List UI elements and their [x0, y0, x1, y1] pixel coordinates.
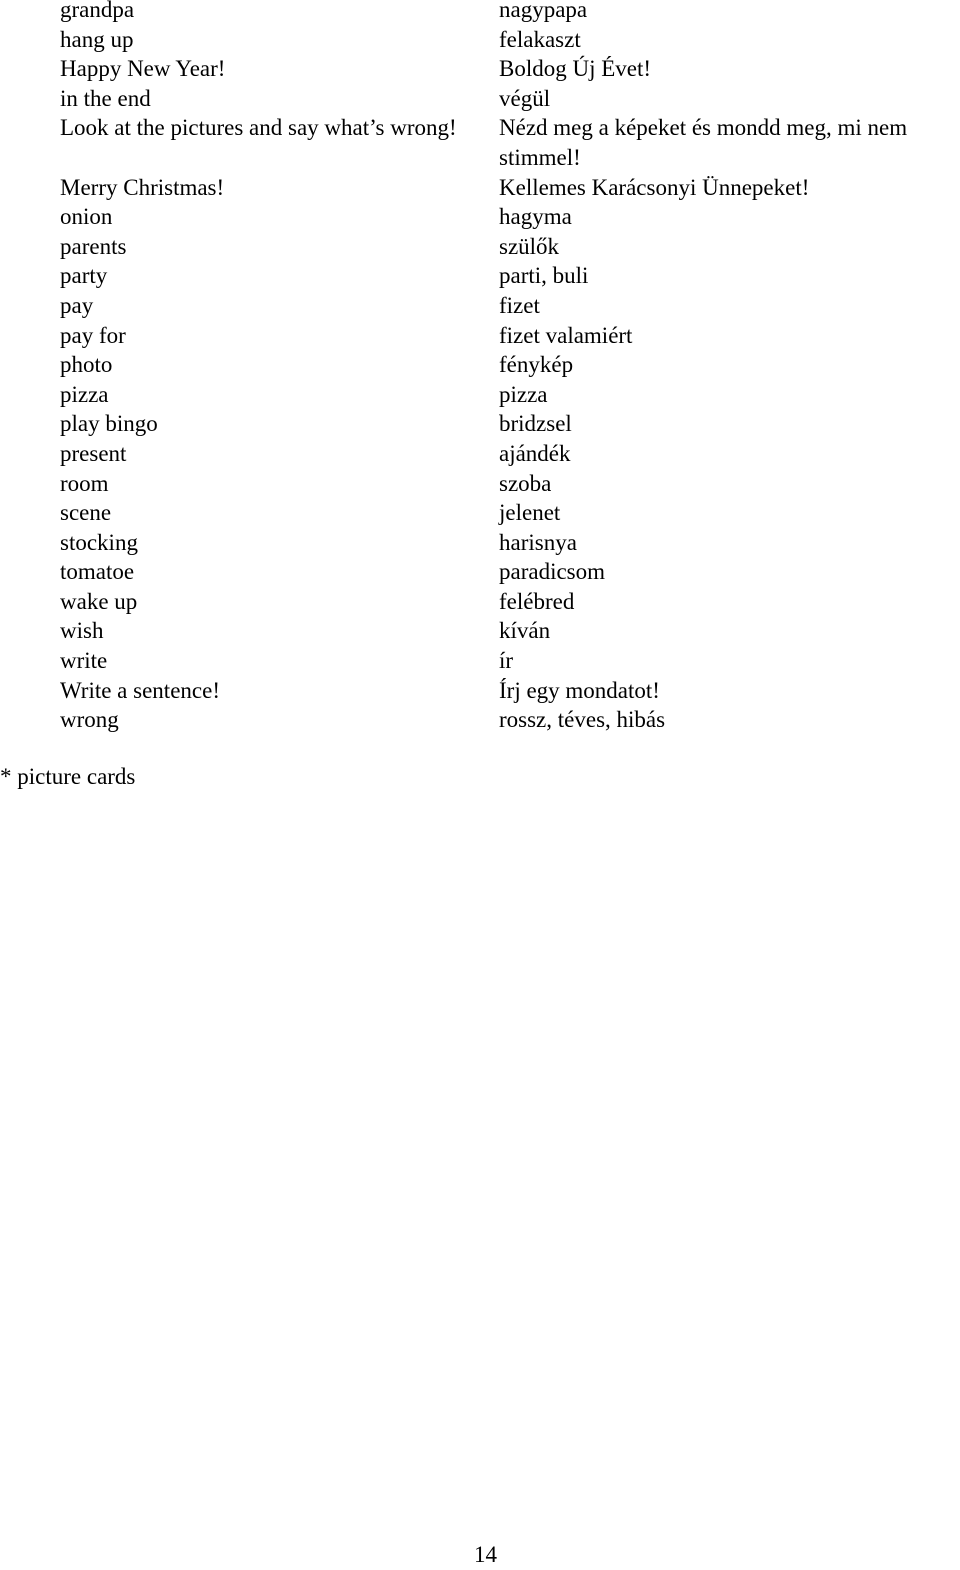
vocab-row [60, 469, 960, 499]
english-term: parents [60, 233, 127, 259]
english-term: hang up [60, 26, 134, 52]
english-term: in the end [60, 85, 151, 111]
english-term: pay for [60, 322, 126, 348]
vocab-row [60, 646, 960, 676]
vocab-row [60, 528, 960, 558]
vocab-row [60, 616, 960, 646]
english-term: pizza [60, 381, 109, 407]
hungarian-translation: Boldog Új Évet! [499, 56, 652, 82]
vocab-row [60, 0, 960, 25]
vocab-row [60, 409, 960, 439]
hungarian-translation: felakaszt [499, 26, 581, 52]
vocab-row [60, 84, 960, 114]
hungarian-translation: kíván [499, 618, 551, 644]
vocab-row [60, 232, 960, 262]
english-term: photo [60, 352, 113, 378]
english-term: wish [60, 618, 104, 644]
hungarian-translation: paradicsom [499, 559, 606, 585]
footnote: * picture cards [0, 764, 136, 789]
english-term: Happy New Year! [60, 56, 226, 82]
hungarian-translation: fizet valamiért [499, 322, 633, 348]
vocab-row [60, 173, 960, 203]
hungarian-translation: Írj egy mondatot! [499, 677, 660, 703]
hungarian-translation: szülők [499, 233, 560, 259]
hungarian-translation: nagypapa [499, 0, 588, 22]
hungarian-translation: fizet [499, 292, 540, 318]
vocab-row [60, 380, 960, 410]
english-term: pay [60, 292, 94, 318]
vocab-row [60, 350, 960, 380]
hungarian-translation: fénykép [499, 352, 574, 378]
vocab-row [60, 587, 960, 617]
page-number: 14 [474, 1542, 497, 1567]
hungarian-translation: pizza [499, 381, 548, 407]
vocab-row [60, 676, 960, 706]
english-term: Write a sentence! [60, 677, 220, 703]
english-term: present [60, 440, 127, 466]
english-term: room [60, 470, 109, 496]
english-term: write [60, 648, 108, 674]
english-term: stocking [60, 529, 138, 555]
vocab-row [60, 113, 960, 172]
hungarian-translation: hagyma [499, 204, 572, 230]
hungarian-translation: rossz, téves, hibás [499, 707, 666, 733]
hungarian-translation: harisnya [499, 529, 577, 555]
english-term: Look at the pictures and say what’s wrong! [60, 115, 457, 141]
vocab-row [60, 557, 960, 587]
english-term: grandpa [60, 0, 135, 22]
english-term: scene [60, 500, 112, 526]
vocab-row [60, 25, 960, 55]
english-term: play bingo [60, 411, 158, 437]
vocab-row [60, 321, 960, 351]
vocab-row [60, 498, 960, 528]
hungarian-translation: Nézd meg a képeket és mondd meg, mi nem stimmel! [499, 115, 908, 170]
hungarian-translation: szoba [499, 470, 552, 496]
vocab-row [60, 261, 960, 291]
vocabulary-table [60, 0, 960, 735]
vocabulary-table-body [60, 0, 960, 735]
hungarian-translation: végül [499, 85, 551, 111]
hungarian-translation: jelenet [499, 500, 561, 526]
hungarian-translation: parti, buli [499, 263, 589, 289]
vocab-row [60, 705, 960, 735]
english-term: onion [60, 204, 113, 230]
english-term: tomatoe [60, 559, 135, 585]
vocab-row [60, 291, 960, 321]
hungarian-translation: felébred [499, 588, 575, 614]
hungarian-translation: ajándék [499, 440, 571, 466]
english-term: party [60, 263, 108, 289]
english-term: wake up [60, 588, 138, 614]
hungarian-translation: ír [499, 648, 514, 674]
vocab-row [60, 202, 960, 232]
english-term: wrong [60, 707, 119, 733]
vocab-row [60, 439, 960, 469]
english-term: Merry Christmas! [60, 174, 225, 200]
hungarian-translation: bridzsel [499, 411, 572, 437]
vocab-row [60, 54, 960, 84]
hungarian-translation: Kellemes Karácsonyi Ünnepeket! [499, 174, 810, 200]
